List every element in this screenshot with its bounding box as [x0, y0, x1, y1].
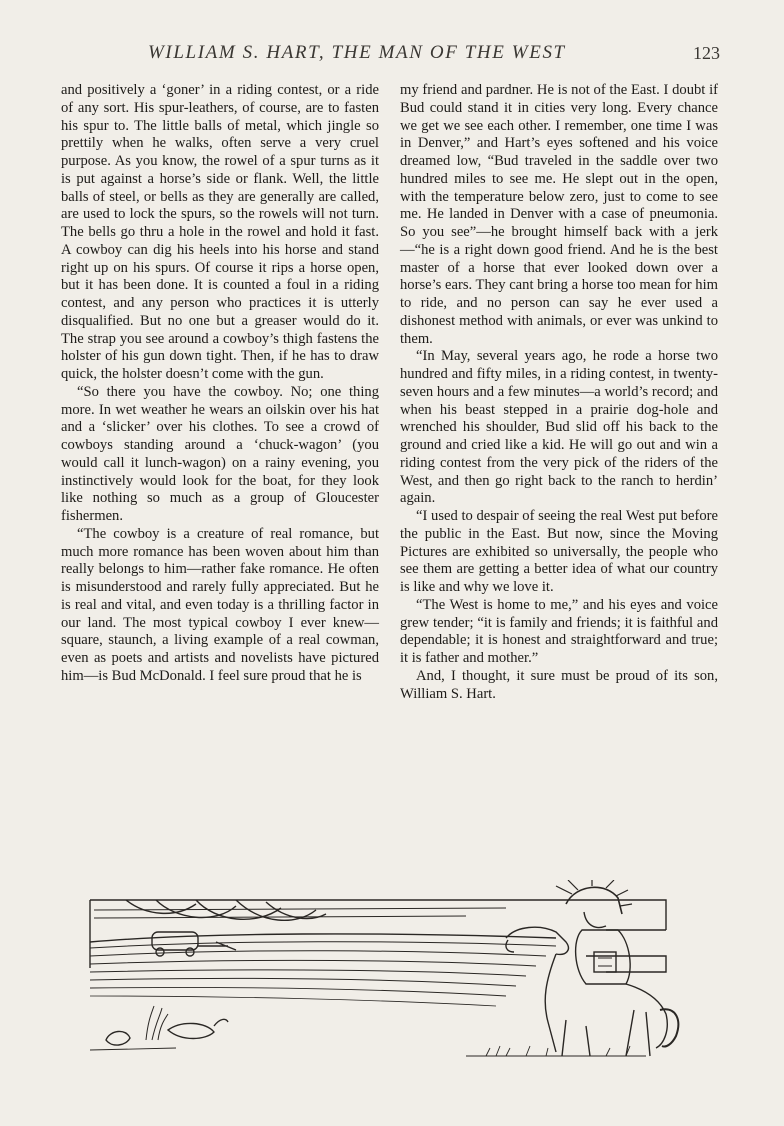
- running-head: WILLIAM S. HART, THE MAN OF THE WEST: [148, 42, 566, 63]
- paragraph: “The cowboy is a creature of real romance, but much more romance has been woven about him than really belongs to him—rather fake romance. He often is misunderstood and rarely fully appreciated. But he is real and vital, and even today is a thrilling factor in our land. The most typical cowboy I ever knew—square, staunch, a living example of a real cowman, even as poets and artists and novelists have pictured him—is Bud McDonald. I feel sure proud that he is: [61, 525, 379, 684]
- paragraph: my friend and pardner. He is not of the East. I doubt if Bud could stand it in cities very long. Every chance we get we see each other. I remember, one time I was in Denver,” and Hart’s eyes softened and his voice dreamed low, “Bud traveled in the saddle over two hundred miles to see me. He slept out in the open, with the temperature below zero, just to come to see me. He landed in Denver with a case of pneumonia. So you see”—he brought himself back with a jerk—“he is a right down good friend. And he is the best master of a horse that ever looked down over a horse’s ears. They cant bring a horse too mean for him to ride, and no person can say he ever used a dishonest method with animals, or ever was unkind to them.: [400, 82, 718, 347]
- paragraph: “I used to despair of seeing the real West put before the public in the East. But now, since the Moving Pictures are exhibited so universally, the people who see them are getting a better idea of what our country is like and why we love it.: [400, 508, 718, 595]
- paragraph: And, I thought, it sure must be proud of its son, William S. Hart.: [400, 667, 718, 702]
- western-scene-illustration: [86, 880, 686, 1065]
- left-column: [61, 82, 379, 686]
- western-scene-icon: [86, 880, 686, 1065]
- paragraph: “In May, several years ago, he rode a horse two hundred and fifty miles, in a riding contest, in twenty-seven hours and a few minutes—a world’s record; and when his beast stepped in a prairie dog-hole and wrenched his shoulder, Bud slid off his back to the ground and cried like a kid. He will go out and win a riding contest from the very pick of the riders of the West, and then go right back to the ranch to herdin’ again.: [400, 348, 718, 507]
- right-column: [400, 82, 718, 703]
- page-number: 123: [693, 43, 720, 63]
- page-header: [60, 42, 720, 68]
- paragraph: “So there you have the cowboy. No; one thing more. In wet weather he wears an oilskin over his hat and a ‘slicker’ over his clothes. To see a crowd of cowboys standing around a ‘chuck-wagon’ (you would call it lunch-wagon) on a rainy evening, you instinctively would look for the boat, for they look like nothing so much as a group of Gloucester fishermen.: [61, 383, 379, 524]
- paragraph: and positively a ‘goner’ in a riding contest, or a ride of any sort. His spur-leathers, of course, are to fasten his spur to. The little balls of metal, which jingle so prettily when he walks, often serve a very cruel purpose. As you know, the rowel of a spur turns as it is put against a horse’s side or flank. Well, the little balls of steel, or bells as they are generally are called, are used to lock the spurs, so the rowels will not turn. The bells go thru a hole in the rowel and hold it fast. A cowboy can dig his heels into his horse and stand right up on his spurs. Of course it rips a horse open, but it has been done. It is counted a foul in a riding contest, and any person who practices it is utterly disqualified. But no one but a greaser would do it. The strap you see around a cowboy’s thigh fastens the holster of his gun down tight. Then, if he has to draw quick, the holster doesn’t come with the gun.: [61, 82, 379, 382]
- paragraph: “The West is home to me,” and his eyes and voice grew tender; “it is family and friends; it is faithful and dependable; it is honest and straightforward and true; it is father and mother.”: [400, 596, 718, 666]
